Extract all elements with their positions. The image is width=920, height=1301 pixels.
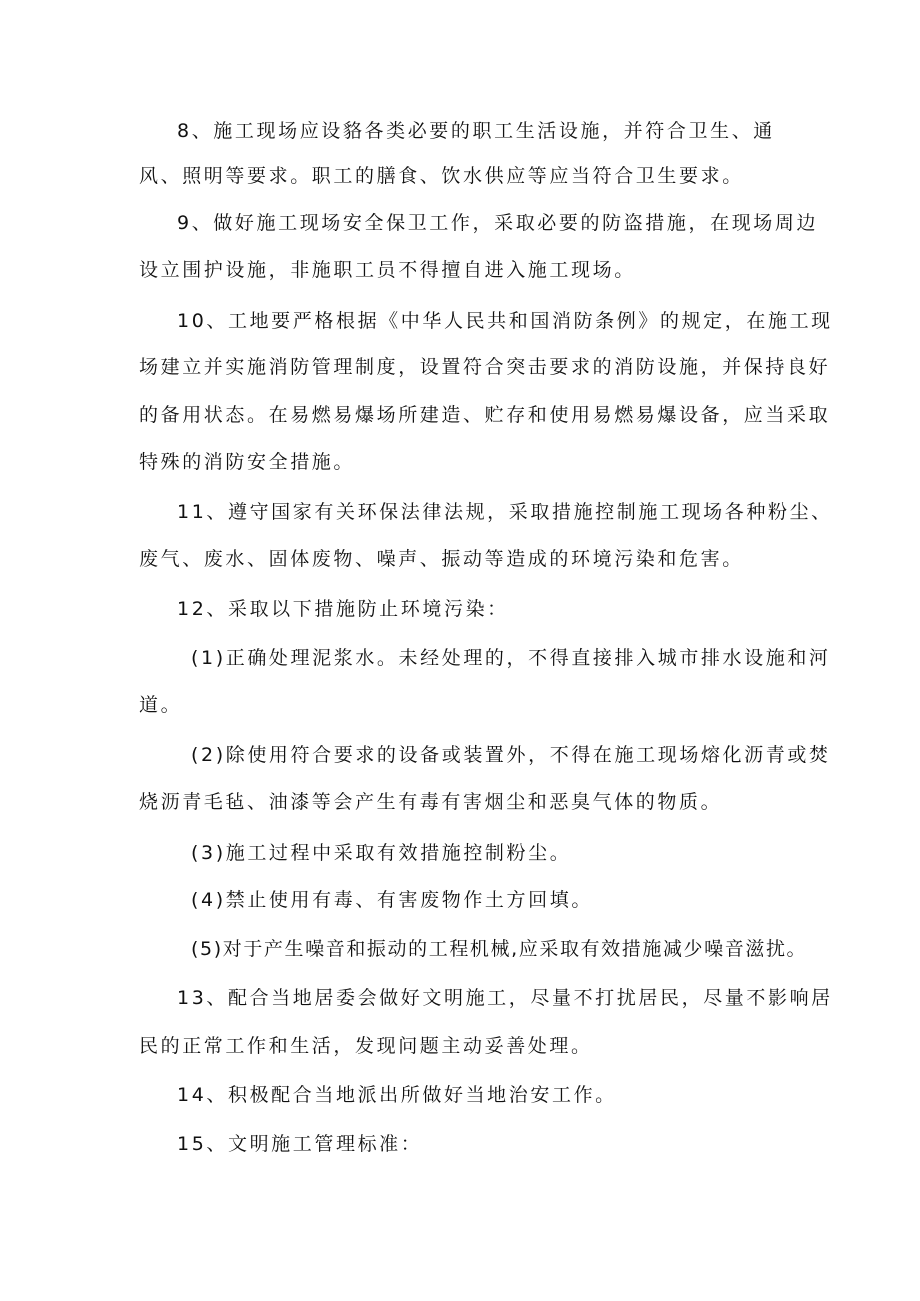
paragraph-line: 9、做好施工现场安全保卫工作，采取必要的防盗措施，在现场周边 (177, 212, 819, 234)
paragraph-line: 设立围护设施，非施职工员不得擅自进入施工现场。 (139, 259, 636, 281)
paragraph-line: 15、文明施工管理标准： (177, 1133, 423, 1155)
paragraph-line: 14、积极配合当地派出所做好当地治安工作。 (177, 1084, 617, 1106)
list-item-line: (1)正确处理泥浆水。未经处理的，不得直接排入城市排水设施和河 (191, 647, 831, 669)
paragraph-line: 10、工地要严格根据《中华人民共和国消防条例》的规定，在施工现 (177, 310, 833, 332)
list-item-line: 烧沥青毛毡、油漆等会产生有毒有害烟尘和恶臭气体的物质。 (139, 791, 723, 813)
paragraph-line: 12、采取以下措施防止环境污染： (177, 598, 509, 620)
paragraph-line: 11、遵守国家有关环保法律法规，采取措施控制施工现场各种粉尘、 (177, 501, 833, 523)
paragraph-line: 8、施工现场应设貉各类必要的职工生活设施，并符合卫生、通 (177, 120, 775, 142)
list-item-line: (4)禁止使用有毒、有害废物作土方回填。 (191, 889, 593, 911)
paragraph-line: 民的正常工作和生活，发现问题主动妥善处理。 (139, 1035, 593, 1057)
paragraph-line: 场建立并实施消防管理制度，设置符合突击要求的消防设施，并保持良好 (139, 356, 831, 378)
paragraph-line: 的备用状态。在易燃易爆场所建造、贮存和使用易燃易爆设备，应当采取 (139, 404, 831, 426)
paragraph-line: 废气、废水、固体废物、噪声、振动等造成的环境污染和危害。 (139, 548, 744, 570)
paragraph-line: 13、配合当地居委会做好文明施工，尽量不打扰居民，尽量不影响居 (177, 987, 833, 1009)
list-item-line: (2)除使用符合要求的设备或装置外，不得在施工现场熔化沥青或焚 (191, 744, 831, 766)
list-item-line: (5)对于产生噪音和振动的工程机械,应采取有效措施减少噪音滋扰。 (191, 938, 808, 960)
list-item-line: 道。 (139, 694, 183, 716)
paragraph-line: 风、照明等要求。职工的膳食、饮水供应等应当符合卫生要求。 (139, 165, 744, 187)
paragraph-line: 特殊的消防安全措施。 (139, 451, 356, 473)
list-item-line: (3)施工过程中采取有效措施控制粉尘。 (191, 842, 572, 864)
